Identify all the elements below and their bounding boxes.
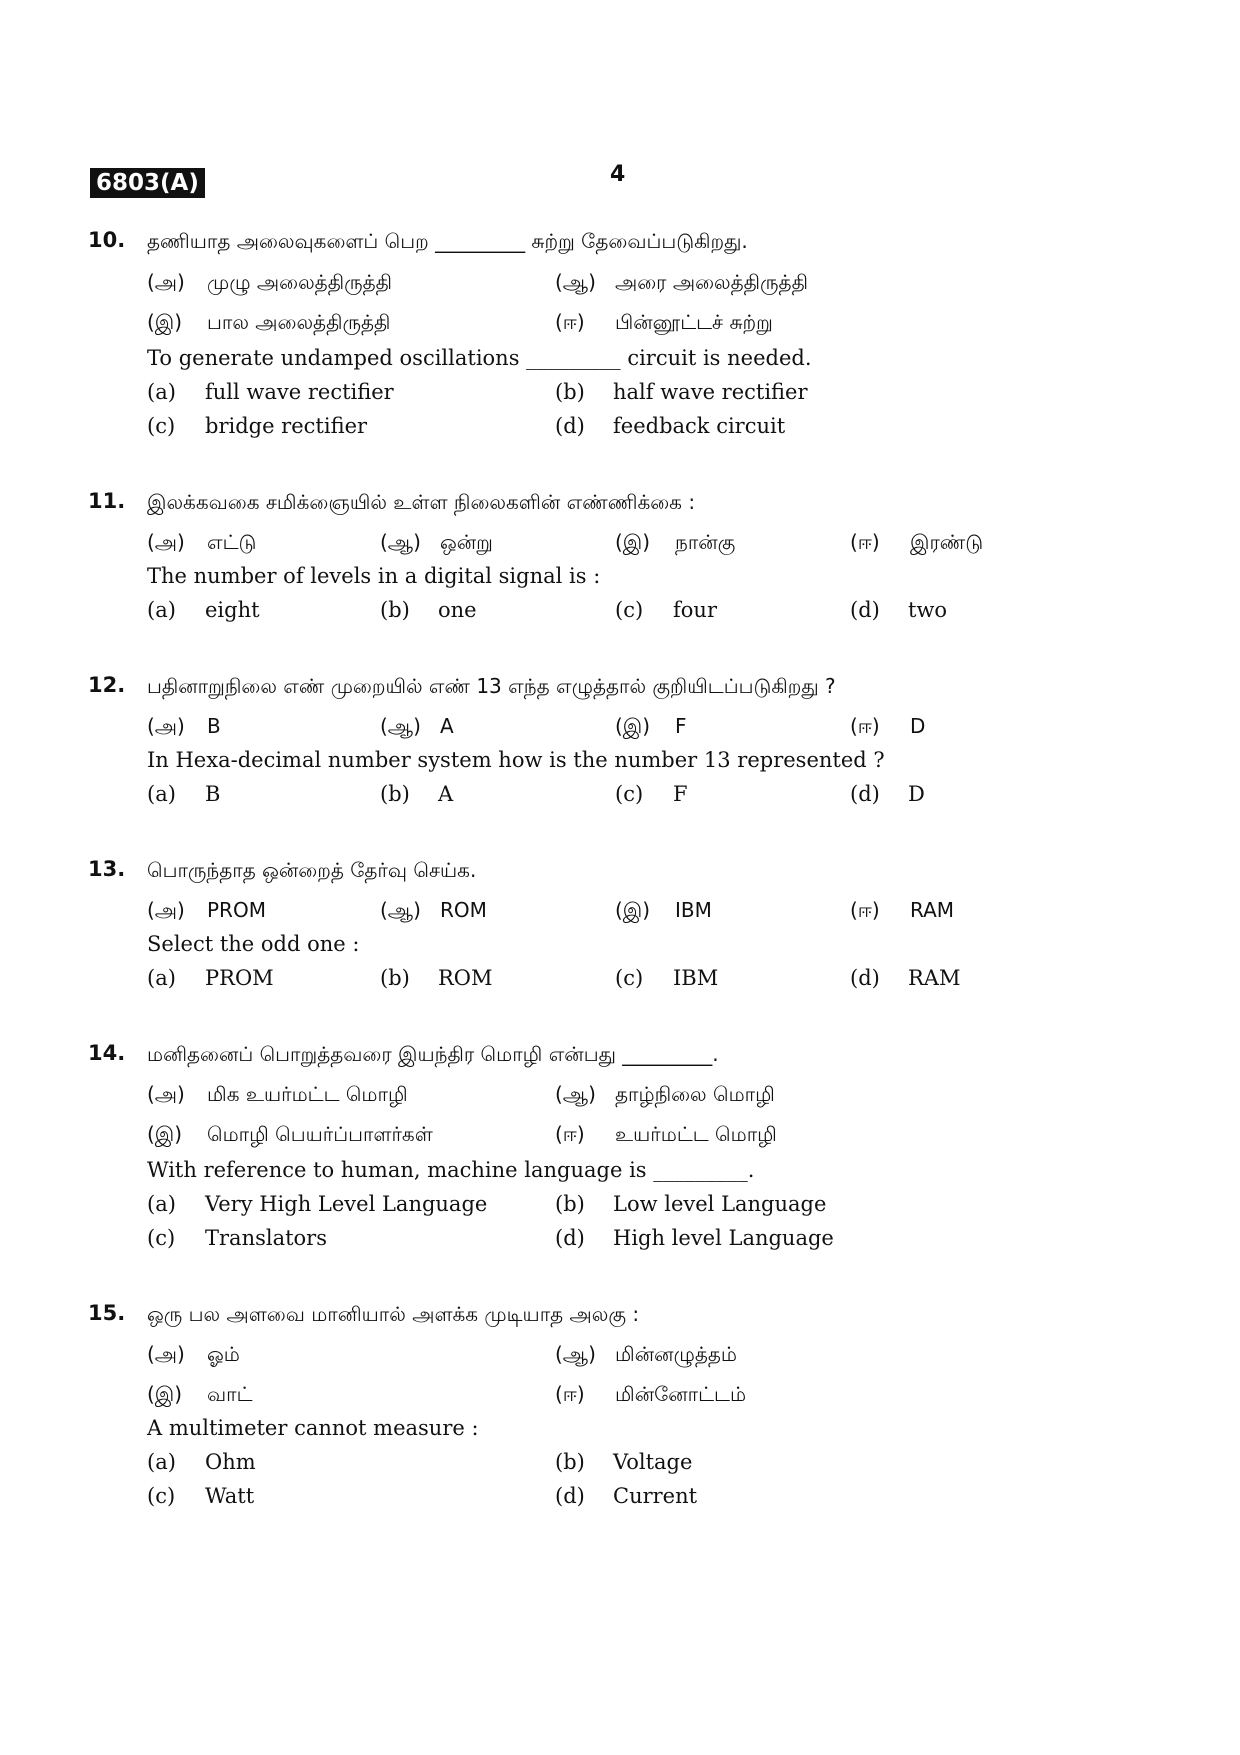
english-option: (d) Current: [555, 1484, 698, 1508]
tamil-question-text: தணியாத அலைவுகளைப் பெற _________ சுற்று தேவைப்படுகிறது.: [147, 229, 748, 253]
paper-code-badge: 6803(A): [90, 168, 205, 198]
english-option: (c) four: [615, 598, 717, 622]
english-option: (b) one: [380, 598, 477, 622]
tamil-option: (ஆ) ஒன்று: [380, 530, 493, 554]
tamil-option: (அ) மிக உயர்மட்ட மொழி: [147, 1082, 408, 1106]
english-option: (d) two: [850, 598, 948, 622]
tamil-option: (அ) B: [147, 714, 221, 738]
english-option: (b) A: [380, 782, 454, 806]
english-question-text: To generate undamped oscillations _________ circuit is needed.: [147, 346, 812, 370]
english-option: (d) RAM: [850, 966, 961, 990]
english-option: (c) F: [615, 782, 688, 806]
tamil-option: (இ) IBM: [615, 898, 712, 922]
english-question-text: The number of levels in a digital signal is :: [147, 564, 601, 588]
tamil-question-text: இலக்கவகை சமிக்ஞையில் உள்ள நிலைகளின் எண்ணிக்கை :: [147, 490, 696, 514]
tamil-option: (அ) PROM: [147, 898, 266, 922]
english-option: (a) PROM: [147, 966, 274, 990]
tamil-option: (இ) மொழி பெயர்ப்பாளர்கள்: [147, 1122, 433, 1146]
tamil-option: (ஈ) உயர்மட்ட மொழி: [555, 1122, 777, 1146]
tamil-option: (அ) முழு அலைத்திருத்தி: [147, 270, 393, 294]
english-option: (a) B: [147, 782, 221, 806]
question-number: 13.: [88, 857, 126, 881]
tamil-option: (ஈ) மின்னோட்டம்: [555, 1382, 747, 1406]
english-question-text: With reference to human, machine language is _________.: [147, 1158, 755, 1182]
english-option: (d) D: [850, 782, 925, 806]
question-number: 11.: [88, 489, 126, 513]
english-option: (c) Watt: [147, 1484, 255, 1508]
english-question-text: In Hexa-decimal number system how is the number 13 represented ?: [147, 748, 885, 772]
tamil-option: (ஈ) இரண்டு: [850, 530, 984, 554]
english-option: (d) High level Language: [555, 1226, 834, 1250]
tamil-option: (ஆ) தாழ்நிலை மொழி: [555, 1082, 775, 1106]
tamil-option: (இ) நான்கு: [615, 530, 736, 554]
tamil-question-text: பதினாறுநிலை எண் முறையில் எண் 13 எந்த எழுத்தால் குறியிடப்படுகிறது ?: [147, 674, 836, 698]
english-option: (b) Low level Language: [555, 1192, 827, 1216]
english-option: (d) feedback circuit: [555, 414, 786, 438]
tamil-question-text: ஒரு பல அளவை மானியால் அளக்க முடியாத அலகு :: [147, 1302, 640, 1326]
english-option: (a) eight: [147, 598, 260, 622]
tamil-question-text: பொருந்தாத ஒன்றைத் தேர்வு செய்க.: [147, 858, 477, 882]
tamil-option: (ஆ) அரை அலைத்திருத்தி: [555, 270, 808, 294]
question-number: 12.: [88, 673, 126, 697]
tamil-option: (ஈ) பின்னூட்டச் சுற்று: [555, 310, 773, 334]
english-option: (a) full wave rectifier: [147, 380, 394, 404]
question-number: 15.: [88, 1301, 126, 1325]
tamil-option: (இ) வாட்: [147, 1382, 253, 1406]
page-number: 4: [610, 162, 626, 187]
tamil-option: (ஆ) A: [380, 714, 454, 738]
tamil-option: (ஆ) மின்னழுத்தம்: [555, 1342, 737, 1366]
english-option: (a) Very High Level Language: [147, 1192, 488, 1216]
question-number: 14.: [88, 1041, 126, 1065]
english-question-text: Select the odd one :: [147, 932, 360, 956]
tamil-option: (ஈ) RAM: [850, 898, 955, 922]
tamil-option: (அ) எட்டு: [147, 530, 257, 554]
english-option: (c) bridge rectifier: [147, 414, 368, 438]
tamil-option: (இ) பால அலைத்திருத்தி: [147, 310, 391, 334]
english-option: (c) IBM: [615, 966, 719, 990]
tamil-option: (ஈ) D: [850, 714, 926, 738]
tamil-question-text: மனிதனைப் பொறுத்தவரை இயந்திர மொழி என்பது _________.: [147, 1042, 719, 1066]
tamil-option: (அ) ஓம்: [147, 1342, 240, 1366]
english-option: (b) Voltage: [555, 1450, 693, 1474]
english-option: (b) ROM: [380, 966, 493, 990]
question-number: 10.: [88, 228, 126, 252]
tamil-option: (ஆ) ROM: [380, 898, 487, 922]
english-option: (c) Translators: [147, 1226, 328, 1250]
tamil-option: (இ) F: [615, 714, 687, 738]
english-option: (b) half wave rectifier: [555, 380, 808, 404]
english-option: (a) Ohm: [147, 1450, 256, 1474]
english-question-text: A multimeter cannot measure :: [147, 1416, 479, 1440]
